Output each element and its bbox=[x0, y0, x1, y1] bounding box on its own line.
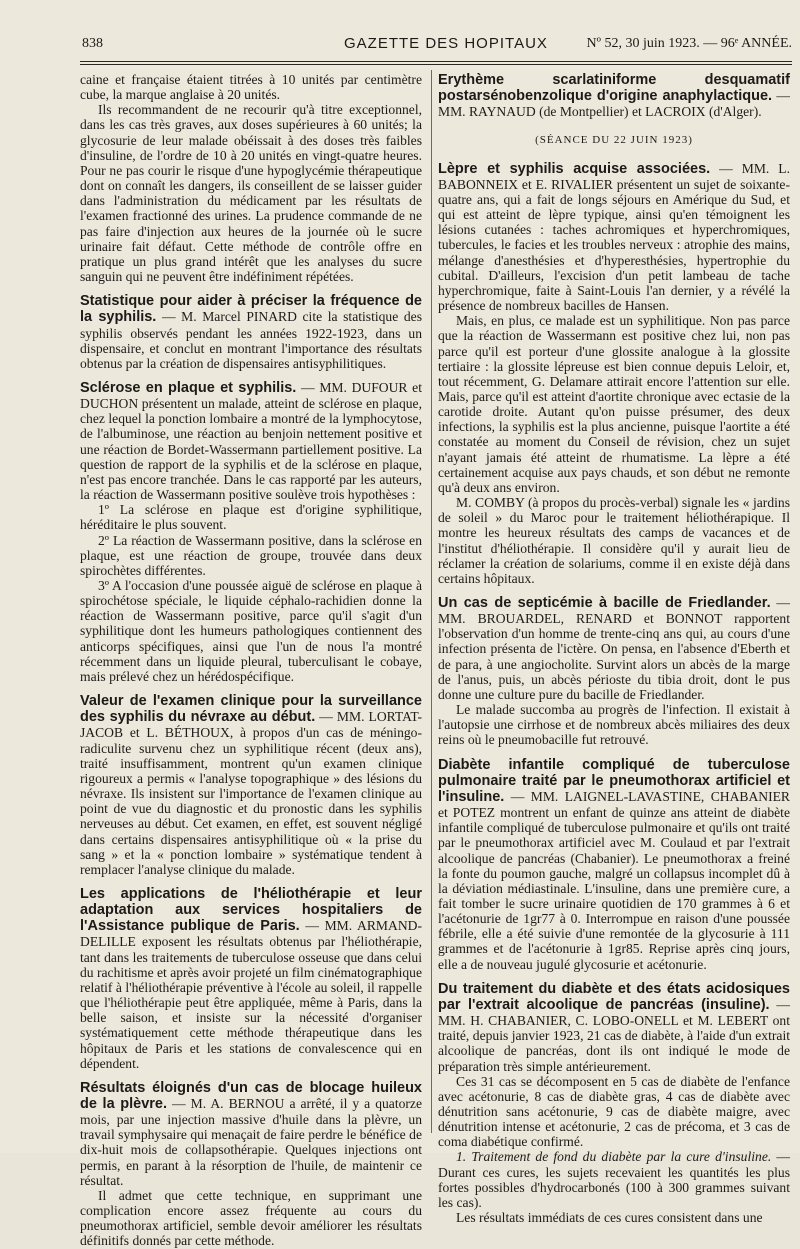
paragraph: caine et française étaient titrées à 10 unités par centimètre cube, la marque anglaise à 20 unités. bbox=[80, 72, 422, 103]
article-body: — MM. LORTAT-JACOB et L. BÉTHOUX, à propos d'un cas de méningo-radiculite survenu chez un syphilitique récent (deux ans), traité insuffisamment, montrent qu'un examen clinique rigoureux a permis « l'analyse topographique » des lésions du névraxe. Ils insistent sur l'importance de l'examen clinique au point de vue du diagnostic et du pronostic dans les syphilis nerveuses au début. Cet examen, en effet, est souvent négligé dans certains dispensaires antisyphilitique où « la prise du sang » et la « ponction lombaire » systématique tendent à remplacer l'analyse clinique du malade. bbox=[80, 709, 422, 877]
paragraph bbox=[438, 1149, 790, 1210]
article bbox=[438, 72, 790, 119]
header-rule bbox=[80, 61, 792, 62]
article-title: Lèpre et syphilis acquise associées. bbox=[438, 160, 711, 177]
column-divider bbox=[431, 70, 432, 1133]
article-body: — MM. H. CHABANIER, C. LOBO-ONELL et M. LEBERT ont traité, depuis janvier 1923, 21 cas de diabète, à l'aide d'un extrait alcoolique de pancréas, dont ils ont indiqué le mode de préparation très simple antérieurement. bbox=[438, 996, 791, 1074]
issue-info: Nº 52, 30 juin 1923. — 96ᵉ ANNÉE. bbox=[586, 36, 792, 51]
paragraph: Le malade succomba au progrès de l'infection. Il existait à l'autopsie une cirrhose et de nombreux abcès miliaires des deux reins où le pneumobacille fut retrouvé. bbox=[438, 702, 790, 748]
article bbox=[80, 886, 422, 1071]
article bbox=[80, 293, 422, 371]
session-heading: (SÉANCE DU 22 JUIN 1923) bbox=[535, 134, 693, 147]
article-title: Résultats éloignés d'un cas de blocage huileux de la plèvre. bbox=[80, 1079, 422, 1112]
left-column bbox=[80, 72, 422, 1249]
article bbox=[80, 693, 422, 877]
running-header bbox=[80, 36, 792, 58]
article-title: Erythème scarlatiniforme desquamatif postarsénobenzolique d'origine anaphylactique. bbox=[438, 72, 790, 105]
article bbox=[438, 757, 790, 972]
article-title: Du traitement du diabète et des états acidosiques par l'extrait alcoolique de pancréas (insuline). bbox=[438, 980, 790, 1013]
paragraph: Les résultats immédiats de ces cures consistent dans une bbox=[456, 1210, 763, 1226]
italic-run: 1. Traitement de fond du diabète par la cure d'insuline. bbox=[456, 1149, 772, 1165]
article-title: Un cas de septicémie à bacille de Friedlander. bbox=[438, 595, 771, 611]
article-title: Diabète infantile compliqué de tuberculose pulmonaire traité par le pneumothorax artificiel et l'insuline. bbox=[438, 756, 790, 805]
article-body: — MM. RAYNAUD (de Montpellier) et LACROIX (d'Alger). bbox=[438, 88, 790, 120]
article bbox=[80, 1080, 422, 1188]
header-rule-2 bbox=[80, 64, 792, 65]
paragraph: 2º La réaction de Wassermann positive, dans la sclérose en plaque, est une réaction de groupe, trouvée dans deux spirochètes différentes. bbox=[80, 532, 422, 578]
paragraph: Mais, en plus, ce malade est un syphilitique. Non pas parce que la réaction de Wassermann est positive chez lui, non pas parce qu'il est porteur d'une glossite analogue à la glossite tertiaire : la glossite lépreuse est bien connue depuis Leloir, et, tout récemment, G. Delamare attirait encore l'attention sur elle. Mais, parce qu'il est atteint d'aortite chronique avec ectasie de la carotide droite. Autant qu'on puisse présumer, des deux infections, la syphilis est la plus ancienne, puisque l'aortite a été constatée au moment du Conseil de révision, chez un sujet n'ayant jamais été atteint de rhumatisme. La lèpre a été certainement acquise aux pays chauds, et son début ne remonte qu'à deux ans environ. bbox=[438, 313, 790, 495]
article-body: — MM. BROUARDEL, RENARD et BONNOT rapportent l'observation d'un homme de trente-cinq ans qui, au cours d'une infection présenta de l'ictère. On pensa, en l'absence d'Eberth et de para, à une angiocholite. Survint alors un abcès de la marge de l'anus, puis, un abcès périoste du tibia droit, dont le pus donne une culture pure du bacille de Friedlander. bbox=[438, 595, 790, 702]
paragraph: 3º A l'occasion d'une poussée aiguë de sclérose en plaque à spirochétose spéciale, le liquide céphalo-rachidien donne la réaction de Wassermann positive, parce qu'il s'agit d'un syphilitique dont les humeurs pathologiques contiennent des anticorps spécifiques, ainsi que l'un de nous l'a montré récemment dans un liquide pleural, tuberculisant le cobaye, mais prélevé chez un hérédospécifique. bbox=[80, 578, 422, 684]
article-title: Valeur de l'examen clinique pour la surveillance des syphilis du névraxe au début. bbox=[80, 693, 422, 726]
article-body: — MM. DUFOUR et DUCHON présentent un malade, atteint de sclérose en plaque, chez lequel la ponction lombaire a montré de la lymphocytose, de l'albuminose, une réaction au benjoin nettement positive et une réaction de Bordet-Wassermann partiellement positive. La question de rapport de la syphilis et de la sclérose en plaque, n'est pas encore tranchée. Dans le cas rapporté par les auteurs, la réaction de Wassermann positive soulève trois hypothèses : bbox=[80, 379, 422, 503]
paragraph: Ces 31 cas se décomposent en 5 cas de diabète de l'enfance avec acétonurie, 8 cas de diabète gras, 4 cas de diabète avec dénutrition sans acétonurie, 9 cas de diabète maigre, avec dénutrition intense et acétonurie, 2 cas de précoma, et 3 cas de coma diabétique confirmé. bbox=[438, 1073, 790, 1150]
article-body: — MM. L. BABONNEIX et E. RIVALIER présentent un sujet de soixante-quatre ans, qui a fait de longs séjours en Amérique du Sud, et qui est atteint de lèpre typique, ainsi qu'en témoignent les lésions cutanées : taches achromiques et hyperchromiques, tubercules, le facies et les troubles nerveux : atrophie des mains, mélange d'anesthésies et d'hyperesthésies, hypertrophie du cubital. D'ailleurs, l'excision d'un petit lambeau de tache hyperchromique, faite à Saint-Louis l'an dernier, y a révélé la présence de nombreux bacilles de Hansen. bbox=[438, 160, 790, 314]
article-body: — M. Marcel PINARD cite la statistique des syphilis observés pendant les années 1922-1923, dans un dispensaire, et conclut en montrant l'importance des résultats obtenus par la création de dispensaires antisyphilitiques. bbox=[80, 309, 422, 371]
right-column bbox=[438, 72, 790, 1225]
article-title: Statistique pour aider à préciser la fréquence de la syphilis. bbox=[80, 293, 422, 326]
article-title: Sclérose en plaque et syphilis. bbox=[80, 379, 297, 396]
journal-title: GAZETTE DES HOPITAUX bbox=[344, 35, 548, 52]
article bbox=[80, 380, 422, 502]
article bbox=[438, 161, 790, 314]
article-title: Les applications de l'héliothérapie et leur adaptation aux services hospitaliers de l'Assistance publique de Paris. bbox=[80, 885, 422, 935]
article-body: — M. A. BERNOU a arrêté, il y a quatorze mois, par une injection massive d'huile dans la plèvre, un travail symphysaire qui menaçait de faire perdre le bénéfice de dix-huit mois de collapsothérapie. Quelques injections ont permis, en parant à la résorption de l'huile, de maintenir ce résultat. bbox=[80, 1096, 422, 1188]
paragraph-text: — Durant ces cures, les sujets recevaient les quantités les plus fortes possibles d'hydrocarbonés (100 à 300 grammes suivant les cas). bbox=[438, 1149, 791, 1210]
paragraph: Il admet que cette technique, en supprimant une complication encore assez fréquente au cours du pneumothorax artificiel, semble devoir améliorer les résultats définitifs donnés par cette méthode. bbox=[80, 1187, 422, 1249]
page-number: 838 bbox=[82, 36, 103, 51]
paragraph: Ils recommandent de ne recourir qu'à titre exceptionnel, dans les cas très graves, aux doses supérieures à 60 unités; la glycosurie de leur malade obéissait à des doses très faibles d'insuline, de l'ordre de 10 à 20 unités en vingt-quatre heures. Pour ne pas courir le risque d'une hypoglycémie thérapeutique dont on connaît les dangers, ils conseillent de se laisser guider dans l'administration du médicament par les résultats de l'examen fractionné des urines. La prudence commande de ne pas faire d'injection aux heures de la journée où le sucre urinaire fait défaut. Cette méthode de contrôle offre en pratique un plus grand intérêt que les analyses du sucre sanguin qui ne peuvent être indéfiniment répétées. bbox=[80, 102, 422, 285]
article-body: — MM. LAIGNEL-LAVASTINE, CHABANIER et POTEZ montrent un enfant de quinze ans atteint de diabète infantile compliqué de tuberculose pulmonaire et qu'ils ont traité par le pneumothorax artificiel avec M. Coulaud et par l'extrait alcoolique de pancréas (Chabanier). Le pneumothorax a freiné la fonte du poumon gauche, malgré un collapsus incomplet dû à la déviation médiastinale. L'insuline, dans une première cure, a fait tomber le sucre urinaire quotidien de 170 grammes à 6 et l'acétonurie de 1gr77 à 0. Interrompue en raison d'une poussée fébrile, elle a été suivie d'une remontée de la glycosurie à 111 grammes et de l'acétonurie à 1gr85. Reprise après cinq jours, elle a de nouveau jugulé glycosurie et acétonurie. bbox=[438, 788, 790, 972]
paragraph: 1º La sclérose en plaque est d'origine syphilitique, héréditaire le plus souvent. bbox=[80, 502, 422, 533]
article-body: — MM. ARMAND-DELILLE exposent les résultats obtenus par l'héliothérapie, tant dans les traitements de tuberculose osseuse que dans celui du rachitisme et après avoir projeté un film cinématographique relatif à l'héliothérapie préventive à l'école au soleil, il rappelle que l'héliothérapie peut être appliquée, même à Paris, dans la belle saison, et insiste sur la nécessité d'organiser systématiquement cette méthode thérapeutique dans les hôpitaux de Paris et les stations de convalescence qui en dépendent. bbox=[80, 918, 422, 1071]
article bbox=[438, 981, 790, 1074]
article bbox=[438, 595, 790, 702]
paragraph: M. COMBY (à propos du procès-verbal) signale les « jardins de soleil » du Maroc pour le traitement héliothérapique. Il montre les heureux résultats des camps de vacances et de l'institut d'héliothérapie. Il considère qu'il y aurait lieu de réclamer la création de solariums, comme il en existe déjà dans certains hôpitaux. bbox=[438, 495, 790, 586]
